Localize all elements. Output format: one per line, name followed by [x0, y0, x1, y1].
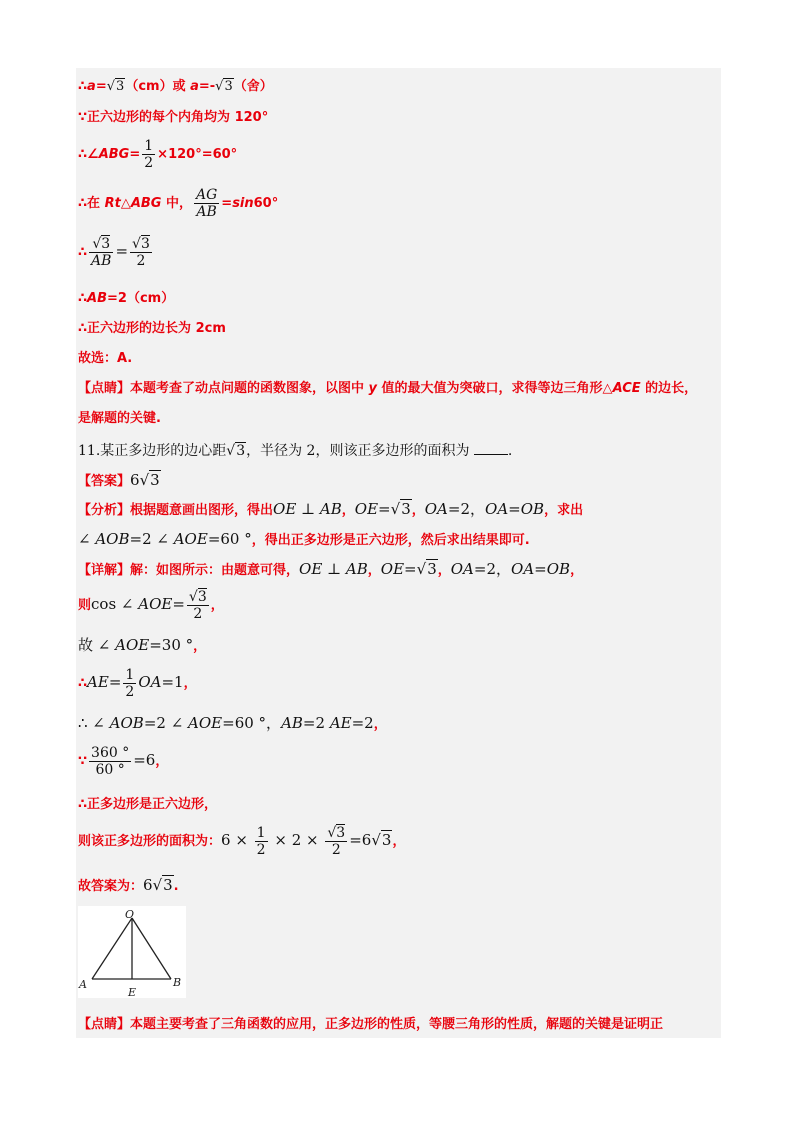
detail-hexagon-line: ∴正多边形是正六边形，	[78, 797, 218, 812]
detail-line: 【详解】解：如图所示：由题意可得，OE ⊥ AB，OE=√3，OA=2，OA=OB，	[78, 560, 584, 578]
line-a-value	[78, 80, 273, 93]
line-right-triangle: ∴在 Rt△ABG 中， $\frac{AG}{AB}$ =sin60°	[78, 187, 279, 220]
label-b: B	[173, 976, 182, 989]
detail-sides-line: ∵ $\frac{360 ^\circ}{60 ^\circ}$ =6，	[78, 745, 169, 778]
discard-note: （舍）	[233, 79, 273, 94]
detail-cos-line: 则cos ∠ AOE= $\frac{√3}{2}$ ，	[78, 589, 224, 622]
var-a-2: a	[190, 79, 199, 94]
line-angle-abg: ∴∠ABG= $\frac{1}{2}$ ×120°=60°	[78, 138, 238, 171]
side-ob	[132, 918, 171, 979]
detail-final-answer: 故答案为：6√3.	[78, 876, 179, 894]
triangle-figure	[78, 906, 186, 998]
fraction-sqrt3-ab: $\frac{√3}{AB}$	[91, 236, 112, 269]
label-o: O	[125, 908, 135, 921]
neg-equals: =-	[198, 79, 216, 94]
line-side-length: ∴正六边形的边长为 2cm	[78, 321, 226, 336]
detail-area-line: 则该正多边形的面积为：6 × $\frac{1}{2}$ × 2 × $\frac{√3}{2}$ =6√3，	[78, 825, 406, 858]
line-key-point-end: 是解题的关键.	[78, 411, 161, 426]
analysis-line-2: ∠ AOB=2 ∠ AOE=60 °，得出正多边形是正六边形，然后求出结果即可.	[78, 530, 530, 548]
var-a: a	[87, 79, 96, 94]
fraction-ag-ab: $\frac{AG}{AB}$	[195, 187, 218, 220]
line-choice: 故选：A.	[78, 351, 133, 366]
line-ab-value: ∴AB=2（cm）	[78, 291, 175, 306]
detail-ae-line: ∴AE= $\frac{1}{2}$ OA=1，	[78, 667, 197, 700]
isosceles-triangle-diagram	[78, 906, 186, 998]
equals: =	[95, 79, 107, 94]
answer-line: 【答案】6√3	[78, 471, 160, 489]
detail-angle-line: 故 ∠ AOE=30 °，	[78, 636, 207, 654]
sqrt-3-b: √3	[215, 79, 233, 94]
line-interior-angle: ∵正六边形的每个内角均为 120°	[78, 110, 269, 125]
last-key-point: 【点睛】本题主要考查了三角函数的应用，正多边形的性质，等腰三角形的性质，解题的关键是证明正	[78, 1017, 664, 1032]
fraction-half: $\frac{1}{2}$	[144, 138, 154, 171]
line-key-point: 【点睛】本题考查了动点问题的函数图象，以图中 y 值的最大值为突破口，求得等边三角形△ACE 的边长，	[78, 381, 698, 396]
unit-or: （cm）或	[125, 79, 191, 94]
label-a: A	[79, 978, 87, 991]
fraction-sqrt3-2: $\frac{√3}{2}$	[132, 236, 150, 269]
analysis-line: 【分析】根据题意画出图形，得出OE ⊥ AB，OE=√3，OA=2，OA=OB，求出	[78, 500, 584, 518]
answer-blank	[474, 442, 508, 455]
therefore-symbol: ∴	[78, 79, 88, 94]
side-oa	[92, 918, 132, 979]
label-e: E	[128, 986, 137, 998]
detail-aob-line: ∴ ∠ AOB=2 ∠ AOE=60 °，AB=2 AE=2，	[78, 714, 387, 732]
sqrt-3: √3	[106, 79, 125, 94]
line-ratio-equation: ∴ $\frac{√3}{AB}$ = $\frac{√3}{2}$	[78, 236, 150, 269]
question-11: 11.某正多边形的边心距√3，半径为 2，则该正多边形的面积为 .	[78, 443, 513, 459]
